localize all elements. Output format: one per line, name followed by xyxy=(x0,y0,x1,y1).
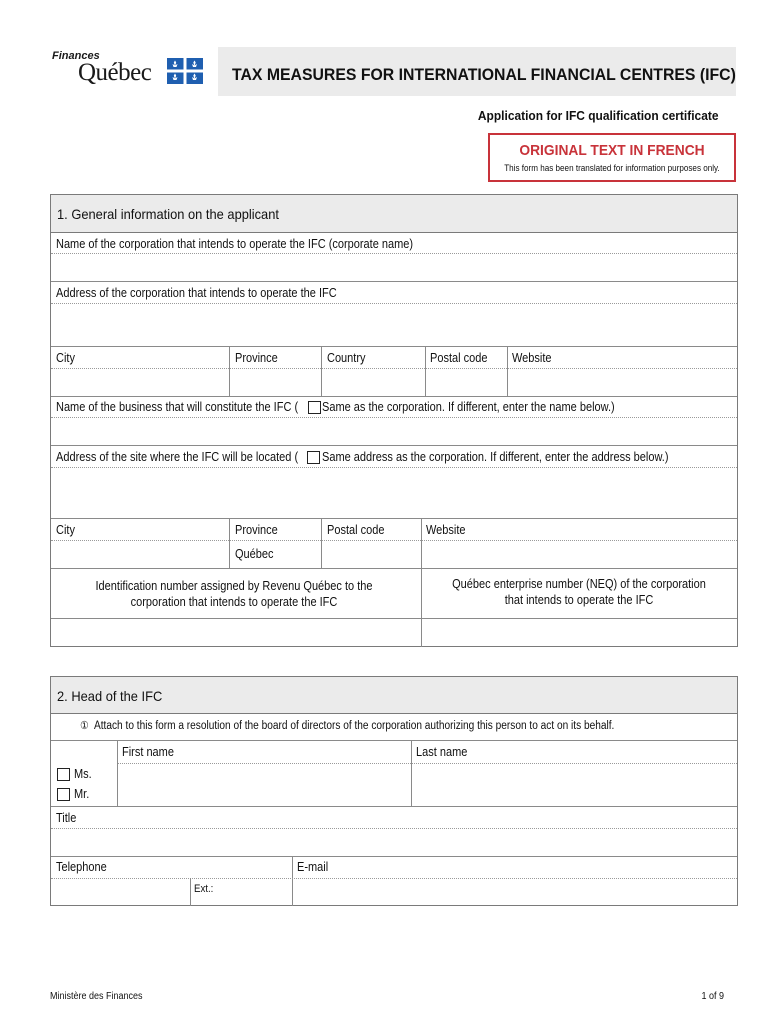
first-name-label: First name xyxy=(122,745,174,759)
site-address-label: Address of the site where the IFC will be located ( xyxy=(56,450,299,464)
section2-heading: 2. Head of the IFC xyxy=(57,688,163,704)
country-field[interactable] xyxy=(322,369,425,396)
city-field[interactable] xyxy=(51,369,229,396)
same-address-label: Same address as the corporation. If different, enter the address below.) xyxy=(322,450,669,464)
section-general-information xyxy=(50,194,738,647)
notice-title: ORIGINAL TEXT IN FRENCH xyxy=(519,142,705,159)
ms-label: Ms. xyxy=(74,767,92,781)
mr-label: Mr. xyxy=(74,787,90,801)
website2-label: Website xyxy=(426,523,466,537)
neq-field[interactable] xyxy=(422,619,737,647)
province-label: Province xyxy=(235,351,278,365)
logo-finances-text: Finances xyxy=(52,50,100,62)
email-field[interactable] xyxy=(293,879,737,906)
section-head-of-ifc xyxy=(50,676,738,906)
province2-label: Province xyxy=(235,523,278,537)
original-text-notice xyxy=(488,133,736,182)
notice-subtext: This form has been translated for information purposes only. xyxy=(504,163,720,173)
mr-checkbox[interactable] xyxy=(57,788,70,801)
website-label: Website xyxy=(512,351,552,365)
telephone-label: Telephone xyxy=(56,860,107,874)
province-field[interactable] xyxy=(230,369,321,396)
corp-address-label: Address of the corporation that intends to operate the IFC xyxy=(56,286,337,300)
postal-code2-field[interactable] xyxy=(322,541,421,568)
section1-header xyxy=(51,195,737,233)
postal-code2-label: Postal code xyxy=(327,523,385,537)
quebec-flag-icon xyxy=(167,58,203,84)
last-name-field[interactable] xyxy=(412,764,737,806)
first-name-field[interactable] xyxy=(118,764,411,806)
footer-page-number: 1 of 9 xyxy=(701,991,724,1002)
ms-checkbox[interactable] xyxy=(57,768,70,781)
finances-quebec-logo xyxy=(50,50,210,90)
city-label: City xyxy=(56,351,75,365)
section2-header xyxy=(51,677,737,714)
city2-label: City xyxy=(56,523,75,537)
ext-field[interactable] xyxy=(217,879,292,906)
form-title-bar xyxy=(218,47,736,96)
corp-name-label: Name of the corporation that intends to operate the IFC (corporate name) xyxy=(56,237,414,251)
city2-field[interactable] xyxy=(51,541,229,568)
site-address-field[interactable] xyxy=(51,468,737,518)
form-title: TAX MEASURES FOR INTERNATIONAL FINANCIAL CENTRES (IFC) xyxy=(232,65,736,84)
logo-quebec-text: Québec xyxy=(78,59,152,86)
business-name-field[interactable] xyxy=(51,418,737,445)
website2-field[interactable] xyxy=(422,541,737,568)
title-label: Title xyxy=(56,811,77,825)
id-number-field[interactable] xyxy=(51,619,421,647)
ext-label: Ext.: xyxy=(194,883,214,895)
neq-label: Québec enterprise number (NEQ) of the corporation that intends to operate the IFC xyxy=(452,577,706,607)
telephone-field[interactable] xyxy=(51,879,190,906)
section1-heading: 1. General information on the applicant xyxy=(57,206,279,222)
last-name-label: Last name xyxy=(416,745,468,759)
province2-value: Québec xyxy=(235,547,274,561)
same-as-corporation-label: Same as the corporation. If different, enter the name below.) xyxy=(322,400,615,414)
country-label: Country xyxy=(327,351,366,365)
corp-name-field[interactable] xyxy=(51,254,737,281)
postal-code-field[interactable] xyxy=(426,369,507,396)
same-as-corporation-checkbox[interactable] xyxy=(308,401,321,414)
postal-code-label: Postal code xyxy=(430,351,488,365)
same-address-checkbox[interactable] xyxy=(307,451,320,464)
form-subtitle: Application for IFC qualification certificate xyxy=(477,108,718,123)
website-field[interactable] xyxy=(508,369,737,396)
footer-ministry: Ministère des Finances xyxy=(50,991,143,1002)
title-field[interactable] xyxy=(51,829,737,856)
business-name-label: Name of the business that will constitute the IFC ( xyxy=(56,400,299,414)
email-label: E-mail xyxy=(297,860,329,874)
corp-address-field[interactable] xyxy=(51,304,737,346)
info-icon: ① xyxy=(80,720,89,732)
id-number-label: Identification number assigned by Revenu Québec to the corporation that intends to operate the IFC xyxy=(95,579,373,609)
attach-note: Attach to this form a resolution of the board of directors of the corporation authorizing this person to act on its behalf. xyxy=(94,720,615,732)
